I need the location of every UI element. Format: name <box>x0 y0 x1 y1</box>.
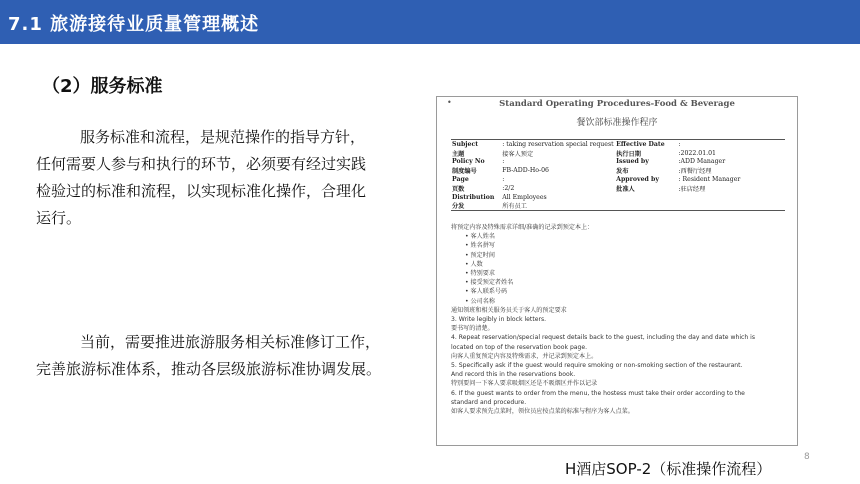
slide-title: 7.1 旅游接待业质量管理概述 <box>8 14 260 35</box>
meta-cell: Page <box>452 175 469 183</box>
paragraph-line: 运行。 <box>36 209 82 227</box>
paragraph-line: 服务标准和流程，是规范操作的指导方针， <box>80 128 366 146</box>
paragraph-line: 当前，需要推进旅游服务相关标准修订工作， <box>80 333 381 351</box>
meta-cell: :驻店经理 <box>678 185 706 193</box>
meta-cell: : <box>678 140 681 148</box>
body-line: 6. If the guest wants to order from the menu, the hostess must take their order according to the <box>451 389 745 397</box>
meta-cell: Distribution <box>452 193 495 201</box>
bullet-line: • 预定时间 <box>465 251 495 259</box>
paragraph-service-standards <box>36 124 416 232</box>
paragraph-line: 检验过的标准和流程，以实现标准化操作，合理化 <box>36 182 367 200</box>
sop-body-text <box>451 223 787 416</box>
body-line: And record this in the reservations book. <box>451 371 576 379</box>
meta-cell: 所有员工 <box>502 203 527 211</box>
meta-cell: : <box>502 175 505 183</box>
bullet-line: • 人数 <box>465 260 483 268</box>
bullet-line: • 公司名称 <box>465 297 495 305</box>
meta-cell: :2/2 <box>502 184 515 192</box>
body-line: located on top of the reservation book page. <box>451 343 588 351</box>
paragraph-standard-revision <box>36 329 436 383</box>
meta-cell: Policy No <box>452 158 485 166</box>
meta-row <box>451 140 785 149</box>
body-line: 将预定内容及特殊需求详细/准确的记录到预定本上： <box>451 224 594 231</box>
bullet-line: • 特别要求 <box>465 270 495 278</box>
meta-cell: All Employees <box>502 193 547 201</box>
meta-cell <box>615 193 677 202</box>
bullet-line: • 姓名拼写 <box>465 242 495 250</box>
meta-cell: Subject <box>452 140 479 148</box>
bullet-line: • 接受预定者姓名 <box>465 279 514 287</box>
sop-document-image <box>436 96 798 446</box>
meta-cell: : <box>502 158 505 166</box>
document-caption: H酒店SOP-2（标准操作流程） <box>565 460 772 478</box>
meta-cell: FB-ADD-Ho-06 <box>502 167 549 175</box>
body-line: 如客人要求预先点菜时，领位员应按点菜的标准与程序为客人点菜。 <box>451 408 634 416</box>
meta-cell <box>677 193 785 202</box>
meta-cell: : taking reservation special request <box>502 140 614 148</box>
body-line: 通知领班和相关服务员关于客人的预定要求 <box>451 306 567 314</box>
body-line: 3. Write legibly in block letters. <box>451 316 547 324</box>
meta-cell: : Resident Manager <box>678 175 741 183</box>
body-line: 要书写的清楚。 <box>451 325 494 333</box>
doc-bullet-mark: • <box>447 98 452 107</box>
header-bar <box>0 0 860 44</box>
meta-cell: 发布 <box>616 168 629 176</box>
bullet-line: • 客人联系号码 <box>465 288 508 296</box>
body-line: 5. Specifically ask if the guest would require smoking or non-smoking section of the restaurant. <box>451 362 743 370</box>
meta-cell: 执行日期 <box>616 150 641 158</box>
meta-cell: 批准人 <box>616 185 635 193</box>
meta-cell: :ADD Manager <box>678 158 726 166</box>
body-line: 4. Repeat reservation/special request details back to the guest, including the day and date which is <box>451 334 756 342</box>
meta-cell: 分发 <box>452 203 465 211</box>
meta-cell <box>677 201 785 210</box>
body-line: 向客人重复预定内容及特殊需求，并记录到预定本上。 <box>451 352 598 360</box>
meta-row <box>451 201 785 210</box>
meta-cell: 制度编号 <box>452 168 477 176</box>
meta-row <box>451 175 785 184</box>
meta-row <box>451 184 785 193</box>
meta-cell: :西餐厅经理 <box>678 168 712 176</box>
section-subtitle: （2）服务标准 <box>42 76 163 97</box>
meta-cell: Approved by <box>616 175 659 183</box>
meta-row <box>451 149 785 158</box>
meta-row <box>451 158 785 167</box>
paragraph-line: 任何需要人参与和执行的环节，必须要有经过实践 <box>36 155 367 173</box>
meta-row <box>451 193 785 202</box>
sop-title: Standard Operating Procedures-Food & Beverage <box>499 99 735 109</box>
sop-title-chinese: 餐饮部标准操作程序 <box>576 118 658 128</box>
meta-row <box>451 166 785 175</box>
meta-cell: 主题 <box>452 150 465 158</box>
page-number: 8 <box>804 452 810 462</box>
meta-cell: Effective Date <box>616 140 665 148</box>
paragraph-line: 完善旅游标准体系，推动各层级旅游标准协调发展。 <box>36 360 382 378</box>
body-line: 特别要问一下客人要求吸烟区还是不吸烟区并作以记录 <box>451 380 598 388</box>
meta-cell: Issued by <box>616 158 649 166</box>
sop-meta-table <box>451 139 785 211</box>
body-line: standard and procedure. <box>451 398 527 406</box>
meta-cell: 页数 <box>452 185 465 193</box>
bullet-line: • 客人姓名 <box>465 233 495 241</box>
meta-cell: :2022.01.01 <box>678 149 716 157</box>
meta-cell: 接客人预定 <box>502 150 534 158</box>
meta-cell <box>615 201 677 210</box>
